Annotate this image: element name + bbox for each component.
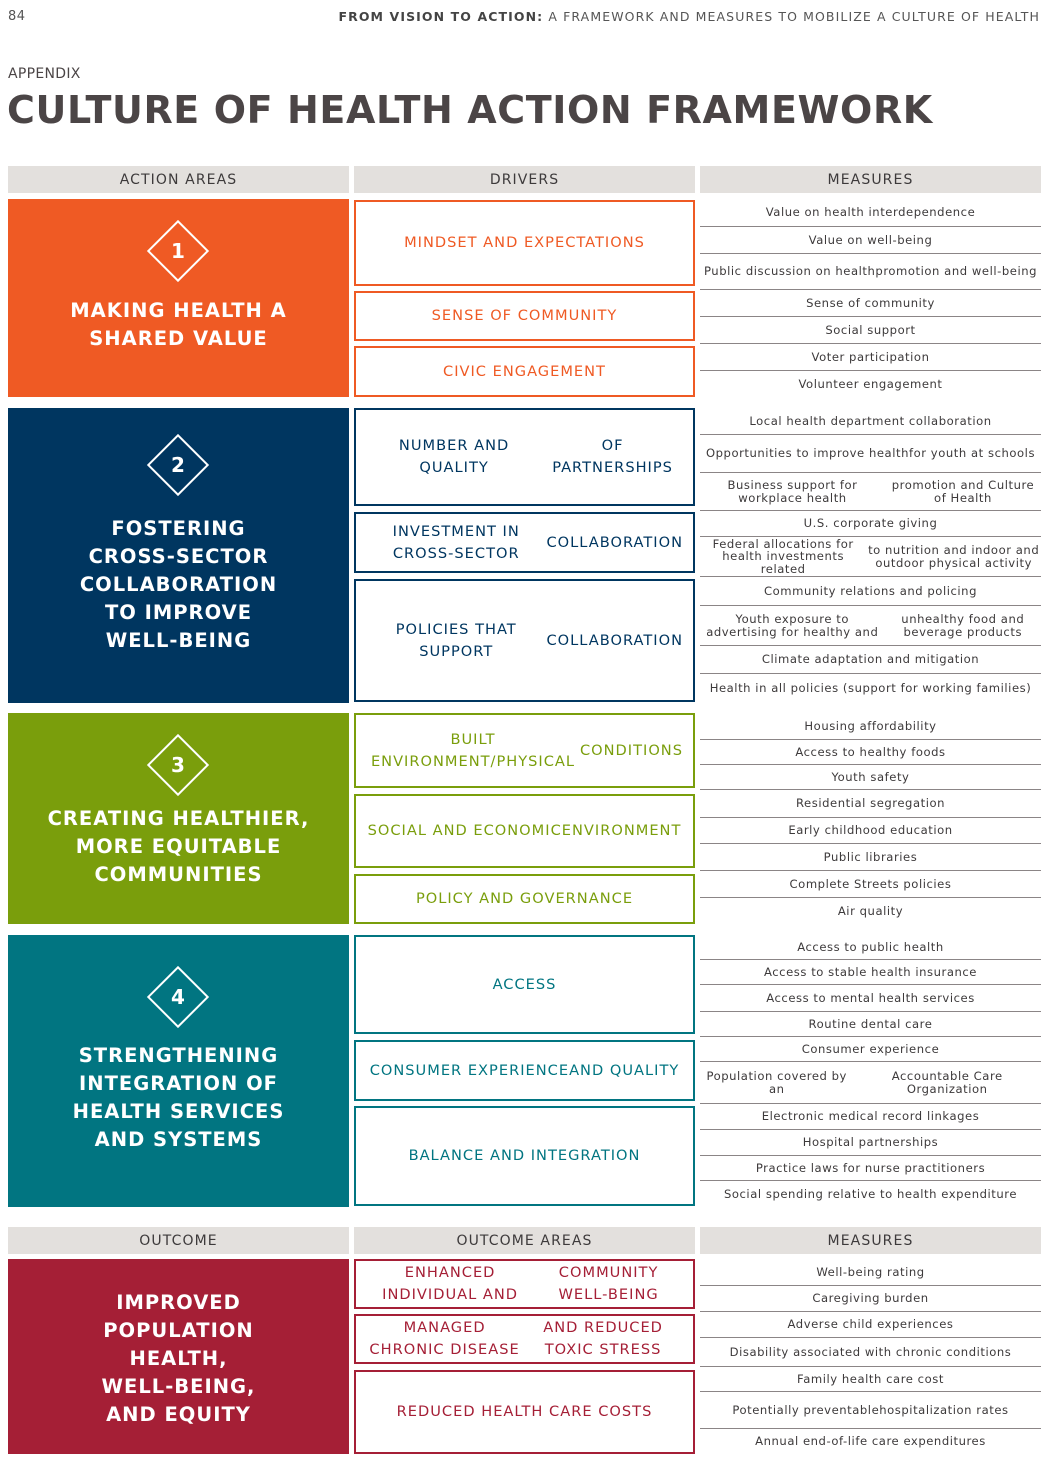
text-line: Social spending relative to health expenditure <box>723 1186 1018 1201</box>
text-line: Routine dental care <box>808 1016 933 1031</box>
text-line: Health in all policies (support for working families) <box>709 681 1032 696</box>
measure-item <box>700 1156 1041 1181</box>
text-line: Community relations and policing <box>764 583 977 598</box>
text-line: ENVIRONMENT <box>561 822 682 840</box>
header-drivers: DRIVERS <box>354 166 695 193</box>
text-line: COLLABORATION <box>79 572 278 596</box>
driver-box <box>354 874 695 924</box>
text-line: INVESTMENT IN CROSS-SECTOR <box>392 522 520 562</box>
text-line: Access to stable health insurance <box>763 964 977 979</box>
text-line: Federal allocations for health investments related <box>712 537 854 576</box>
measure-item <box>700 1037 1041 1062</box>
text-line: Air quality <box>837 903 904 918</box>
text-line: HEALTH SERVICES <box>72 1099 285 1123</box>
number-diamond-icon <box>147 966 209 1028</box>
text-line: CROSS-SECTOR <box>88 544 269 568</box>
driver-box <box>354 512 695 573</box>
measure-item <box>700 898 1041 924</box>
action-area-title <box>8 297 349 353</box>
text-line: Social support <box>825 322 916 337</box>
text-line: AND SYSTEMS <box>94 1127 263 1151</box>
measure-item <box>700 740 1041 765</box>
page-number: 84 <box>8 9 26 24</box>
text-line: OF PARTNERSHIPS <box>552 437 673 476</box>
header-outcome-measures: MEASURES <box>700 1227 1041 1254</box>
text-line: Electronic medical record linkages <box>761 1109 980 1124</box>
measure-item <box>700 1012 1041 1037</box>
page-title: CULTURE OF HEALTH ACTION FRAMEWORK <box>7 88 933 132</box>
measure-item <box>700 1338 1041 1367</box>
text-line: Residential segregation <box>795 796 946 811</box>
action-area-title <box>8 1289 349 1428</box>
text-line: CIVIC ENGAGEMENT <box>443 362 606 380</box>
measure-item <box>700 713 1041 740</box>
text-line: Accountable Care Organization <box>891 1069 1003 1096</box>
text-line: COMMUNITY WELL-BEING <box>558 1264 659 1303</box>
text-line: Practice laws for nurse practitioners <box>755 1160 986 1175</box>
text-line: WELL-BEING <box>105 628 252 652</box>
text-line: MORE EQUITABLE <box>75 834 282 858</box>
action-area-title <box>8 805 349 889</box>
text-line: Youth safety <box>831 769 910 784</box>
measure-item <box>700 1286 1041 1312</box>
text-line: Consumer experience <box>801 1041 940 1056</box>
measure-item <box>700 1312 1041 1338</box>
text-line: SOCIAL AND ECONOMIC <box>367 822 562 840</box>
measure-item <box>700 290 1041 317</box>
text-line: NUMBER AND QUALITY <box>398 437 510 476</box>
text-line: Well-being rating <box>816 1264 925 1279</box>
measure-item <box>700 199 1041 227</box>
measure-item <box>700 606 1041 646</box>
text-line: Opportunities to improve health <box>705 446 909 461</box>
measure-item <box>700 435 1041 473</box>
text-line: Access to mental health services <box>766 990 975 1005</box>
text-line: unhealthy food and beverage products <box>901 612 1025 639</box>
text-line: Youth exposure to advertising for healthy and <box>706 612 879 639</box>
text-line: CONSUMER EXPERIENCE <box>369 1061 570 1079</box>
measure-item <box>700 227 1041 254</box>
text-line: STRENGTHENING <box>78 1044 279 1067</box>
measure-item <box>700 1392 1041 1429</box>
text-line: Access to public health <box>797 939 944 954</box>
text-line: promotion and well-being <box>875 264 1038 279</box>
text-line: Climate adaptation and mitigation <box>761 652 980 667</box>
outcome-area-box <box>354 1370 695 1454</box>
text-line: COLLABORATION <box>546 533 683 551</box>
measure-item <box>700 790 1041 818</box>
number-diamond-icon <box>147 220 209 282</box>
measure-item <box>700 1429 1041 1454</box>
text-line: Business support for workplace health <box>727 478 858 505</box>
measure-item <box>700 577 1041 606</box>
measure-item <box>700 1130 1041 1156</box>
measure-item <box>700 960 1041 985</box>
measure-item <box>700 646 1041 674</box>
text-line: Complete Streets policies <box>789 876 952 891</box>
text-line: POPULATION <box>103 1318 254 1342</box>
measure-item <box>700 1104 1041 1130</box>
text-line: SENSE OF COMMUNITY <box>431 307 618 325</box>
header-measures: MEASURES <box>700 166 1041 193</box>
header-outcome: OUTCOME <box>8 1227 349 1254</box>
text-line: Population covered by an <box>706 1069 847 1096</box>
header-action-areas: ACTION AREAS <box>8 166 349 193</box>
text-line: BUILT ENVIRONMENT/PHYSICAL <box>370 730 576 770</box>
text-line: Public discussion on health <box>703 264 876 279</box>
measure-item <box>700 935 1041 960</box>
action-area-panel-3 <box>8 713 349 924</box>
appendix-label: APPENDIX <box>8 66 81 82</box>
text-line: for youth at schools <box>908 446 1036 461</box>
area-number: 2 <box>171 452 185 477</box>
driver-box <box>354 408 695 506</box>
text-line: INTEGRATION OF <box>79 1071 278 1095</box>
text-line: Housing affordability <box>804 718 937 733</box>
number-diamond-icon <box>147 434 209 496</box>
text-line: Caregiving burden <box>812 1291 929 1306</box>
text-line: Annual end-of-life care expenditures <box>755 1434 986 1449</box>
text-line: ENHANCED INDIVIDUAL AND <box>382 1264 519 1303</box>
measure-item <box>700 537 1041 577</box>
number-diamond-icon <box>147 734 209 796</box>
text-line: REDUCED HEALTH CARE COSTS <box>396 1403 653 1421</box>
action-area-panel-1 <box>8 199 349 397</box>
text-line: SHARED VALUE <box>89 326 268 350</box>
header-outcome-areas: OUTCOME AREAS <box>354 1227 695 1254</box>
measure-item <box>700 344 1041 371</box>
text-line: WELL-BEING, <box>101 1374 256 1398</box>
text-line: MANAGED CHRONIC DISEASE <box>369 1319 520 1358</box>
measure-item <box>700 844 1041 871</box>
running-head-bold: FROM VISION TO ACTION: <box>338 9 544 24</box>
measure-item <box>700 317 1041 344</box>
measure-item <box>700 1259 1041 1286</box>
action-area-title <box>8 515 349 654</box>
text-line: FOSTERING <box>111 517 246 540</box>
text-line: Value on health interdependence <box>765 205 976 220</box>
text-line: Disability associated with chronic conditions <box>729 1344 1012 1359</box>
text-line: Access to healthy foods <box>795 744 946 759</box>
running-head <box>338 9 1040 24</box>
text-line: Local health department collaboration <box>749 413 992 428</box>
outcome-area-box <box>354 1259 695 1309</box>
driver-box <box>354 291 695 341</box>
text-line: CREATING HEALTHIER, <box>47 807 310 830</box>
area-number: 3 <box>171 752 185 777</box>
text-line: MINDSET AND EXPECTATIONS <box>404 234 645 252</box>
measure-item <box>700 1062 1041 1104</box>
text-line: CONDITIONS <box>579 741 683 759</box>
driver-box <box>354 935 695 1034</box>
text-line: POLICIES THAT SUPPORT <box>395 620 517 660</box>
action-area-panel-2 <box>8 408 349 703</box>
measure-item <box>700 871 1041 898</box>
running-head-rest: A FRAMEWORK AND MEASURES TO MOBILIZE A CULTURE OF HEALTH <box>543 9 1040 24</box>
measure-item <box>700 818 1041 844</box>
action-area-title <box>8 1042 349 1154</box>
text-line: COLLABORATION <box>546 631 683 649</box>
measure-item <box>700 1367 1041 1392</box>
text-line: Family health care cost <box>797 1371 944 1386</box>
area-number: 1 <box>171 238 185 263</box>
text-line: Sense of community <box>806 295 935 310</box>
driver-box <box>354 200 695 286</box>
measure-item <box>700 408 1041 435</box>
text-line: AND REDUCED TOXIC STRESS <box>543 1319 663 1358</box>
text-line: Volunteer engagement <box>798 376 943 391</box>
text-line: Voter participation <box>811 349 930 364</box>
driver-box <box>354 579 695 702</box>
driver-box <box>354 1106 695 1206</box>
measure-item <box>700 254 1041 290</box>
area-number: 4 <box>171 984 185 1009</box>
measure-item <box>700 371 1041 397</box>
measure-item <box>700 674 1041 703</box>
text-line: ACCESS <box>492 975 557 993</box>
text-line: Potentially preventable <box>732 1402 880 1417</box>
text-line: HEALTH, <box>129 1346 228 1370</box>
text-line: hospitalization rates <box>879 1402 1009 1417</box>
outcome-panel <box>8 1259 349 1454</box>
driver-box <box>354 713 695 788</box>
text-line: to nutrition and indoor and outdoor physical activity <box>868 543 1040 570</box>
action-area-panel-4 <box>8 935 349 1207</box>
measure-item <box>700 985 1041 1012</box>
text-line: TO IMPROVE <box>104 600 253 624</box>
text-line: Hospital partnerships <box>802 1135 939 1150</box>
measure-item <box>700 765 1041 790</box>
outcome-area-box <box>354 1314 695 1364</box>
driver-box <box>354 346 695 397</box>
text-line: MAKING HEALTH A <box>70 299 287 322</box>
text-line: Value on well-being <box>808 232 933 247</box>
text-line: AND QUALITY <box>569 1061 680 1079</box>
measure-item <box>700 511 1041 537</box>
text-line: COMMUNITIES <box>94 862 263 886</box>
text-line: Adverse child experiences <box>787 1317 954 1332</box>
text-line: AND EQUITY <box>106 1402 251 1426</box>
text-line: promotion and Culture of Health <box>891 478 1035 505</box>
measure-item <box>700 473 1041 511</box>
text-line: U.S. corporate giving <box>803 516 938 531</box>
driver-box <box>354 1040 695 1101</box>
driver-box <box>354 794 695 868</box>
text-line: IMPROVED <box>116 1291 241 1314</box>
measure-item <box>700 1181 1041 1207</box>
text-line: Public libraries <box>823 849 918 864</box>
text-line: BALANCE AND INTEGRATION <box>408 1147 641 1165</box>
text-line: POLICY AND GOVERNANCE <box>415 890 634 908</box>
text-line: Early childhood education <box>788 823 953 838</box>
